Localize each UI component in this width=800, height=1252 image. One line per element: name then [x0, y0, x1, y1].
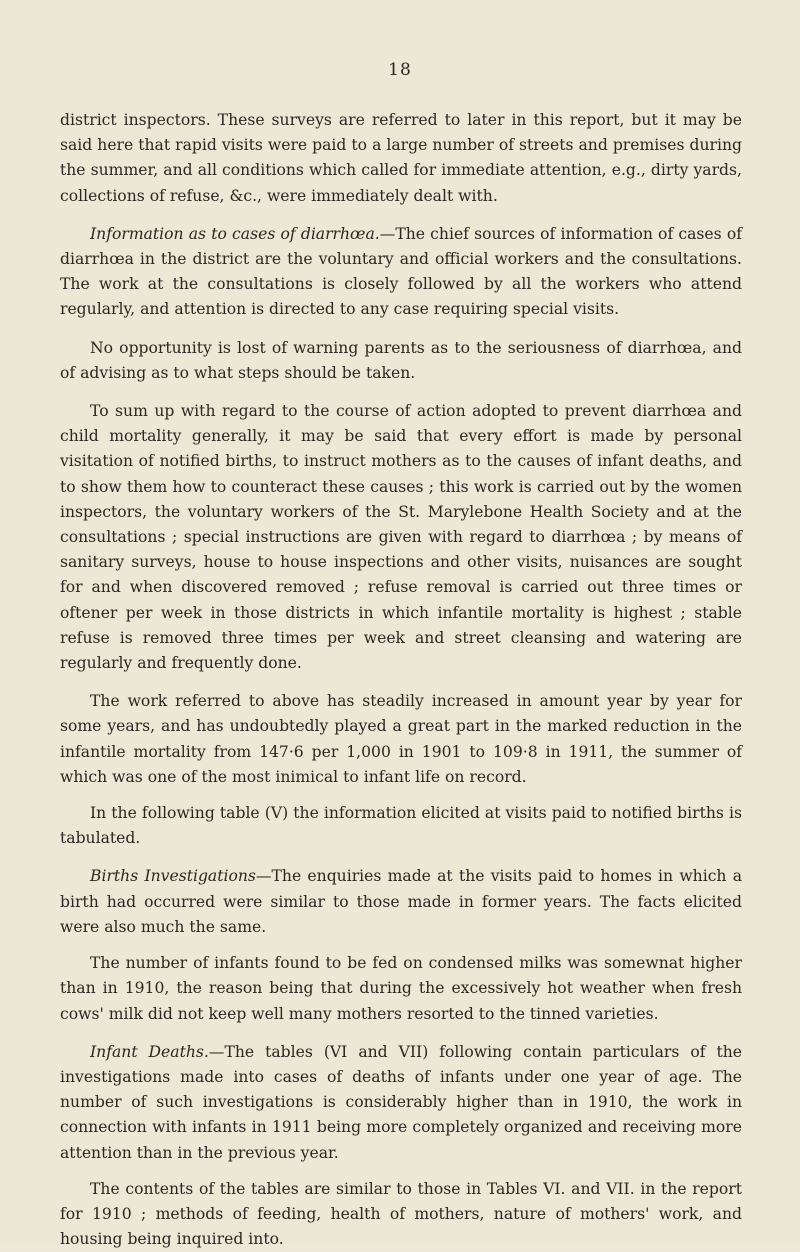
paragraph-8: The number of infants found to be fed on condensed milks was somewnat higher than in 1910, the reason being that during the excessively hot weather when fresh cows' milk did not keep well many mothers resorted to the tinned varieties.: [60, 954, 742, 1023]
paragraph-1: district inspectors. These surveys are referred to later in this report, but it may be said here that rapid visits were paid to a large number of streets and premises during the summer, and all conditions which called for immediate attention, e.g., dirty yards, collections of refuse, &c., were immediately dealt with.: [60, 111, 742, 205]
paragraph-6: In the following table (V) the information elicited at visits paid to notified births is tabulated.: [60, 804, 742, 848]
paragraph-births-investigations: [60, 864, 742, 940]
paragraph-body: —The enquiries made at the visits paid to homes in which a birth had occurred were similar to those made in former years. The facts elicited were also much the same.: [60, 867, 743, 936]
paragraph-body: —The chief sources of information of cases of diarrhœa in the district are the voluntary and official workers and the consultations. The work at the consultations is closely followed by all the workers who attend regularly, and attention is directed to any case requiring special visits.: [60, 224, 742, 319]
paragraph-5: The work referred to above has steadily increased in amount year by year for some years, and has undoubtedly played a great part in the marked reduction in the infantile mortality from 147·6 per 1,000 in 1901 to 109·8 in 1911, the summer of which was one of the most inimical to infant life on record.: [60, 692, 742, 786]
paragraph-10: The contents of the tables are similar to those in Tables VI. and VII. in the report for 1910 ; methods of feeding, health of mothers, nature of mothers' work, and housing being inquired into.: [60, 1179, 742, 1249]
page-number: 18: [388, 60, 412, 80]
paragraph-diarrhoea-information: [60, 222, 742, 323]
paragraph-infant-deaths: [60, 1040, 742, 1166]
paragraph-4: To sum up with regard to the course of action adopted to prevent diarrhœa and child mortality generally, it may be said that every effort is made by personal visitation of notified births, to instruct mothers as to the causes of infant deaths, and to show them how to counteract these causes ; this work is carried out by the women inspectors, the voluntary workers of the St. Marylebone Health Society and at the consultations ; special instructions are given with regard to diarrhœa ; by means of sanitary surveys, house to house inspections and other visits, nuisances are sought for and when discovered removed ; refuse removal is carried out three times or oftener per week in those districts in which infantile mortality is highest ; stable refuse is removed three times per week and street cleansing and watering are regularly and frequently done.: [60, 402, 742, 673]
paragraph-heading: Births Investigations: [90, 867, 256, 886]
paragraph-body: —The tables (VI and VII) following contain particulars of the investigations made into cases of deaths of infants under one year of age. The number of such investigations is considerably higher than in 1910, the work in connection with infants in 1911 being more completely organized and receiving more attention than in the previous year.: [60, 1042, 742, 1162]
paragraph-heading: Infant Deaths.: [90, 1042, 209, 1061]
paragraph-heading: Information as to cases of diarrhœa.: [90, 224, 380, 243]
paragraph-3: No opportunity is lost of warning parents as to the seriousness of diarrhœa, and of advising as to what steps should be taken.: [60, 338, 742, 382]
body-text: [60, 108, 742, 1252]
